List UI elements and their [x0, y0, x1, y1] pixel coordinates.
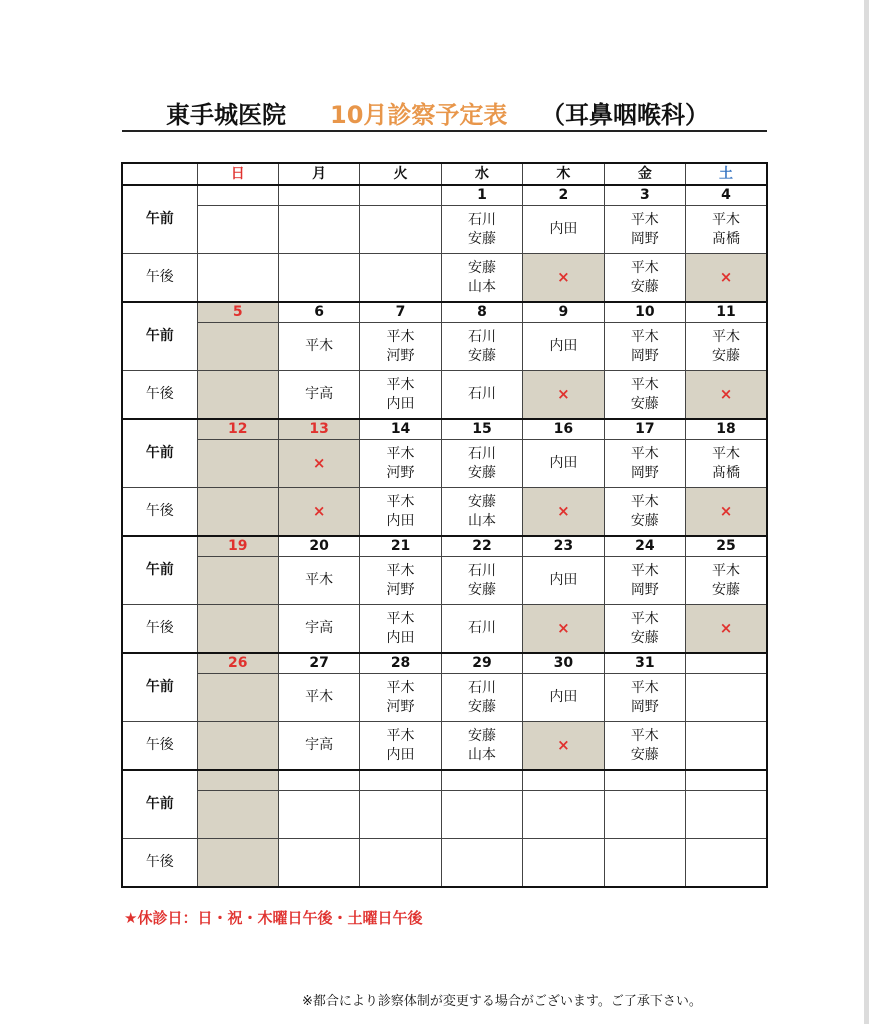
date-cell: 10 — [604, 302, 685, 323]
clinic-name: 東手城医院 — [166, 101, 286, 129]
doctor-names: 内田 — [549, 455, 578, 471]
date-cell — [686, 653, 767, 674]
schedule-title: 10月診察予定表 — [330, 101, 508, 129]
date-cell: 30 — [523, 653, 604, 674]
date-cell — [360, 770, 441, 791]
date-cell: 4 — [686, 185, 767, 206]
schedule-cell — [604, 839, 685, 888]
date-cell: 9 — [523, 302, 604, 323]
schedule-cell — [360, 488, 441, 537]
afternoon-row — [122, 254, 767, 303]
afternoon-row — [122, 839, 767, 888]
schedule-cell — [197, 674, 278, 722]
weekday-header: 土 — [686, 163, 767, 185]
session-label-cell: 午前 — [122, 185, 197, 254]
schedule-cell — [604, 557, 685, 605]
schedule-cell — [197, 839, 278, 888]
schedule-cell — [360, 254, 441, 303]
date-row — [122, 653, 767, 674]
schedule-cell — [278, 254, 359, 303]
schedule-cell — [523, 605, 604, 654]
schedule-cell — [686, 605, 767, 654]
schedule-cell — [278, 488, 359, 537]
schedule-cell — [523, 254, 604, 303]
schedule-cell — [686, 557, 767, 605]
disclaimer-note: ※都合により診察体制が変更する場合がございます。ご了承下さい。 — [302, 994, 702, 1009]
schedule-cell — [441, 488, 522, 537]
doctor-names: 石川 安藤 — [467, 445, 496, 481]
schedule-cell — [360, 557, 441, 605]
doctor-names: 平木 内田 — [386, 376, 415, 412]
schedule-cell — [604, 440, 685, 488]
closed-mark: × — [719, 384, 733, 403]
schedule-cell — [686, 323, 767, 371]
schedule-cell — [604, 254, 685, 303]
schedule-cell — [278, 839, 359, 888]
doctor-names: 石川 安藤 — [467, 679, 496, 715]
afternoon-row — [122, 371, 767, 420]
morning-row — [122, 557, 767, 605]
schedule-cell — [278, 557, 359, 605]
closed-mark: × — [312, 501, 326, 520]
schedule-cell — [278, 206, 359, 254]
doctor-names: 平木 安藤 — [712, 328, 741, 364]
date-cell: 1 — [441, 185, 522, 206]
closed-days-note: ★休診日：日・祝・木曜日午後・土曜日午後 — [124, 909, 423, 927]
weekday-header: 金 — [604, 163, 685, 185]
doctor-names: 宇高 — [305, 737, 334, 753]
session-label-cell: 午後 — [122, 605, 197, 654]
date-cell — [686, 770, 767, 791]
weekday-header: 木 — [523, 163, 604, 185]
doctor-names: 内田 — [549, 338, 578, 354]
doctor-names: 平木 — [305, 338, 334, 354]
date-cell: 3 — [604, 185, 685, 206]
date-cell: 29 — [441, 653, 522, 674]
doctor-names: 平木 安藤 — [712, 562, 741, 598]
schedule-cell — [197, 323, 278, 371]
schedule-cell — [441, 791, 522, 839]
schedule-cell — [197, 791, 278, 839]
date-cell: 6 — [278, 302, 359, 323]
schedule-cell — [360, 371, 441, 420]
session-label-cell: 午前 — [122, 536, 197, 605]
schedule-cell — [197, 557, 278, 605]
date-cell — [360, 185, 441, 206]
date-cell: 18 — [686, 419, 767, 440]
schedule-cell — [686, 722, 767, 771]
schedule-cell — [197, 206, 278, 254]
schedule-cell — [604, 674, 685, 722]
date-cell: 27 — [278, 653, 359, 674]
doctor-names: 宇高 — [305, 620, 334, 636]
date-cell — [278, 185, 359, 206]
doctor-names: 平木 — [305, 572, 334, 588]
schedule-cell — [278, 323, 359, 371]
schedule-cell — [441, 839, 522, 888]
date-cell: 23 — [523, 536, 604, 557]
schedule-cell — [360, 791, 441, 839]
doctor-names: 平木 河野 — [386, 679, 415, 715]
date-cell: 22 — [441, 536, 522, 557]
schedule-cell — [360, 605, 441, 654]
weekday-header: 日 — [197, 163, 278, 185]
closed-mark: × — [719, 501, 733, 520]
date-cell: 19 — [197, 536, 278, 557]
doctor-names: 平木 安藤 — [630, 493, 659, 529]
schedule-cell — [523, 674, 604, 722]
date-cell: 20 — [278, 536, 359, 557]
doctor-names: 内田 — [549, 221, 578, 237]
schedule-cell — [441, 206, 522, 254]
schedule-cell — [197, 605, 278, 654]
weekday-header: 月 — [278, 163, 359, 185]
schedule-cell — [197, 488, 278, 537]
date-cell: 26 — [197, 653, 278, 674]
session-label-cell: 午後 — [122, 488, 197, 537]
session-label-cell: 午後 — [122, 722, 197, 771]
date-cell: 5 — [197, 302, 278, 323]
schedule-cell — [523, 488, 604, 537]
weekday-header: 水 — [441, 163, 522, 185]
schedule-calendar — [121, 162, 768, 888]
schedule-cell — [523, 371, 604, 420]
doctor-names: 石川 安藤 — [467, 562, 496, 598]
doctor-names: 内田 — [549, 572, 578, 588]
doctor-names: 平木 内田 — [386, 493, 415, 529]
schedule-cell — [686, 674, 767, 722]
date-cell — [441, 770, 522, 791]
schedule-cell — [278, 674, 359, 722]
schedule-cell — [441, 722, 522, 771]
date-cell — [278, 770, 359, 791]
date-cell: 17 — [604, 419, 685, 440]
date-cell: 21 — [360, 536, 441, 557]
date-cell — [197, 185, 278, 206]
doctor-names: 平木 — [305, 689, 334, 705]
doctor-names: 安藤 山本 — [467, 727, 496, 763]
session-label-cell: 午後 — [122, 371, 197, 420]
doctor-names: 安藤 山本 — [467, 493, 496, 529]
doctor-names: 安藤 山本 — [467, 259, 496, 295]
schedule-cell — [278, 722, 359, 771]
doctor-names: 平木 髙橋 — [712, 211, 741, 247]
schedule-cell — [604, 488, 685, 537]
schedule-cell — [604, 371, 685, 420]
date-row — [122, 770, 767, 791]
schedule-cell — [686, 488, 767, 537]
date-cell: 2 — [523, 185, 604, 206]
schedule-cell — [604, 206, 685, 254]
date-cell: 16 — [523, 419, 604, 440]
doctor-names: 内田 — [549, 689, 578, 705]
closed-mark: × — [719, 267, 733, 286]
schedule-cell — [441, 440, 522, 488]
schedule-cell — [523, 323, 604, 371]
doctor-names: 平木 安藤 — [630, 610, 659, 646]
closed-mark: × — [719, 618, 733, 637]
morning-row — [122, 791, 767, 839]
doctor-names: 平木 安藤 — [630, 727, 659, 763]
doctor-names: 平木 安藤 — [630, 376, 659, 412]
session-label-cell: 午前 — [122, 302, 197, 371]
schedule-cell — [686, 371, 767, 420]
doctor-names: 平木 岡野 — [630, 445, 659, 481]
doctor-names: 平木 岡野 — [630, 679, 659, 715]
doctor-names: 石川 安藤 — [467, 211, 496, 247]
schedule-cell — [523, 206, 604, 254]
schedule-cell — [523, 791, 604, 839]
schedule-cell — [360, 206, 441, 254]
schedule-cell — [197, 440, 278, 488]
header-corner — [122, 163, 197, 185]
schedule-cell — [441, 371, 522, 420]
morning-row — [122, 323, 767, 371]
department-name: （耳鼻咽喉科） — [541, 101, 709, 129]
date-cell — [604, 770, 685, 791]
date-cell: 28 — [360, 653, 441, 674]
schedule-cell — [441, 254, 522, 303]
schedule-cell — [523, 722, 604, 771]
weekday-header: 火 — [360, 163, 441, 185]
session-label-cell: 午前 — [122, 770, 197, 839]
schedule-cell — [197, 371, 278, 420]
session-label-cell: 午前 — [122, 419, 197, 488]
session-label-cell: 午後 — [122, 839, 197, 888]
schedule-cell — [197, 254, 278, 303]
schedule-cell — [604, 605, 685, 654]
schedule-cell — [523, 440, 604, 488]
doctor-names: 平木 内田 — [386, 727, 415, 763]
afternoon-row — [122, 605, 767, 654]
date-row — [122, 302, 767, 323]
doctor-names: 平木 河野 — [386, 445, 415, 481]
date-cell: 24 — [604, 536, 685, 557]
date-row — [122, 419, 767, 440]
schedule-cell — [197, 722, 278, 771]
schedule-cell — [686, 839, 767, 888]
schedule-cell — [360, 674, 441, 722]
schedule-cell — [686, 206, 767, 254]
schedule-cell — [278, 371, 359, 420]
date-cell: 11 — [686, 302, 767, 323]
doctor-names: 平木 安藤 — [630, 259, 659, 295]
date-row — [122, 536, 767, 557]
date-cell — [523, 770, 604, 791]
session-label-cell: 午前 — [122, 653, 197, 722]
closed-mark: × — [557, 501, 570, 520]
doctor-names: 平木 髙橋 — [712, 445, 741, 481]
morning-row — [122, 440, 767, 488]
date-cell: 15 — [441, 419, 522, 440]
closed-mark: × — [557, 735, 570, 754]
schedule-cell — [360, 323, 441, 371]
doctor-names: 平木 河野 — [386, 562, 415, 598]
date-row — [122, 185, 767, 206]
schedule-cell — [278, 440, 359, 488]
date-cell: 25 — [686, 536, 767, 557]
date-cell: 13 — [278, 419, 359, 440]
morning-row — [122, 206, 767, 254]
doctor-names: 宇高 — [305, 386, 334, 402]
closed-mark: × — [312, 453, 326, 472]
afternoon-row — [122, 488, 767, 537]
schedule-cell — [523, 839, 604, 888]
doctor-names: 石川 安藤 — [467, 328, 496, 364]
closed-mark: × — [557, 384, 570, 403]
schedule-cell — [523, 557, 604, 605]
schedule-cell — [604, 791, 685, 839]
weekday-header-row — [122, 163, 767, 185]
schedule-cell — [278, 605, 359, 654]
date-cell: 8 — [441, 302, 522, 323]
schedule-cell — [441, 605, 522, 654]
session-label-cell: 午後 — [122, 254, 197, 303]
schedule-cell — [441, 674, 522, 722]
doctor-names: 平木 岡野 — [630, 211, 659, 247]
date-cell — [197, 770, 278, 791]
schedule-cell — [278, 791, 359, 839]
closed-mark: × — [557, 618, 570, 637]
morning-row — [122, 674, 767, 722]
page-edge — [864, 0, 869, 1024]
date-cell: 12 — [197, 419, 278, 440]
doctor-names: 平木 内田 — [386, 610, 415, 646]
date-cell: 31 — [604, 653, 685, 674]
schedule-cell — [686, 791, 767, 839]
doctor-names: 石川 — [467, 386, 496, 402]
schedule-cell — [360, 722, 441, 771]
schedule-cell — [441, 557, 522, 605]
schedule-cell — [686, 254, 767, 303]
closed-mark: × — [557, 267, 570, 286]
schedule-cell — [686, 440, 767, 488]
schedule-cell — [604, 722, 685, 771]
schedule-cell — [360, 440, 441, 488]
schedule-cell — [604, 323, 685, 371]
doctor-names: 平木 岡野 — [630, 562, 659, 598]
doctor-names: 平木 岡野 — [630, 328, 659, 364]
date-cell: 7 — [360, 302, 441, 323]
schedule-cell — [360, 839, 441, 888]
page-title — [124, 100, 764, 130]
date-cell: 14 — [360, 419, 441, 440]
afternoon-row — [122, 722, 767, 771]
title-underline — [122, 130, 767, 132]
doctor-names: 平木 河野 — [386, 328, 415, 364]
schedule-cell — [441, 323, 522, 371]
doctor-names: 石川 — [467, 620, 496, 636]
